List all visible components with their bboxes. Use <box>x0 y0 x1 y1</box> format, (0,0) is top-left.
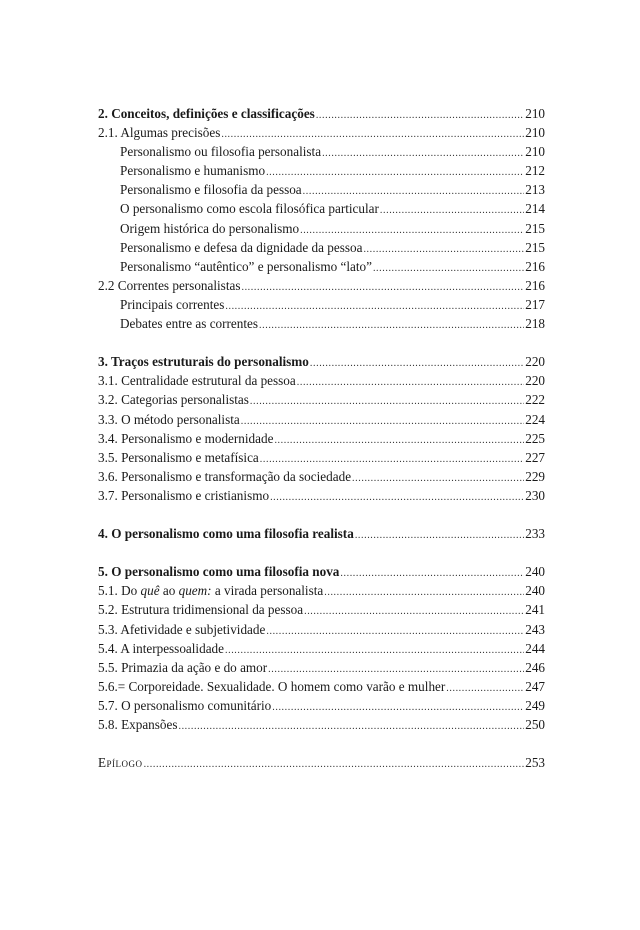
toc-subentry <box>98 142 545 161</box>
toc-entry <box>98 639 545 658</box>
toc-page-number: 222 <box>525 392 545 408</box>
toc-subentry <box>98 219 545 238</box>
toc-page-number: 210 <box>525 106 545 121</box>
toc-page-number: 240 <box>525 583 545 599</box>
toc-subentry <box>98 238 545 257</box>
toc-label: 5.4. A interpessoalidade <box>98 640 224 656</box>
toc-label: Origem histórica do personalismo <box>120 220 300 236</box>
toc-entry-2-1 <box>98 123 545 142</box>
toc-page-number: 229 <box>525 468 545 484</box>
toc-entry <box>98 715 545 734</box>
toc-label: Personalismo ou filosofia personalista <box>120 144 322 160</box>
dot-leader <box>270 488 524 507</box>
dot-leader <box>322 144 524 163</box>
toc-page-number: 224 <box>525 411 545 427</box>
toc-label-italic: quê <box>140 583 160 599</box>
dot-leader <box>259 316 524 335</box>
dot-leader <box>144 755 525 774</box>
dot-leader <box>241 278 524 297</box>
toc-entry <box>98 581 545 600</box>
toc-entry <box>98 371 545 390</box>
toc-label-part: 5.1. Do <box>98 583 141 599</box>
section-gap <box>98 505 545 524</box>
toc-page-number: 220 <box>525 354 545 370</box>
toc-label: 3.7. Personalismo e cristianismo <box>98 487 270 503</box>
toc-label: 2.1. Algumas precisões <box>98 125 221 141</box>
toc-page-number: 230 <box>525 487 545 503</box>
toc-page-number: 216 <box>525 277 545 293</box>
toc-entry <box>98 429 545 448</box>
toc-entry <box>98 658 545 677</box>
toc-entry-2-2 <box>98 276 545 295</box>
toc-entry <box>98 486 545 505</box>
toc-label: 3.6. Personalismo e transformação da sociedade <box>98 468 352 484</box>
toc-page-number: 243 <box>525 621 545 637</box>
toc-label: Epílogo <box>98 755 143 771</box>
toc-entry <box>98 467 545 486</box>
toc-label: O personalismo como escola filosófica particular <box>120 201 379 217</box>
toc-page-number: 214 <box>525 201 545 217</box>
table-of-contents <box>98 104 545 772</box>
dot-leader <box>304 602 524 621</box>
toc-page-number: 210 <box>525 125 545 141</box>
dot-leader <box>373 259 524 278</box>
dot-leader <box>272 698 524 717</box>
toc-label: Debates entre as correntes <box>120 316 259 332</box>
toc-subentry <box>98 295 545 314</box>
dot-leader <box>225 641 524 660</box>
toc-heading-section-4 <box>98 524 545 543</box>
toc-label: 5.6.= Corporeidade. Sexualidade. O homem como varão e mulher <box>98 678 446 694</box>
toc-page-number: 244 <box>525 640 545 656</box>
dot-leader <box>266 622 524 641</box>
toc-label-part: ao <box>159 583 179 599</box>
section-gap <box>98 543 545 562</box>
toc-entry <box>98 677 545 696</box>
toc-label: 3.4. Personalismo e modernidade <box>98 430 274 446</box>
toc-entry <box>98 620 545 639</box>
toc-subentry <box>98 199 545 218</box>
dot-leader <box>178 717 524 736</box>
toc-page-number: 217 <box>525 296 545 312</box>
toc-page-number: 247 <box>525 678 545 694</box>
toc-page-number: 249 <box>525 697 545 713</box>
toc-label: 5.3. Afetividade e subjetividade <box>98 621 266 637</box>
toc-label: 5.8. Expansões <box>98 717 178 732</box>
toc-page-number: 227 <box>525 449 545 465</box>
toc-page-number: 215 <box>525 239 545 255</box>
toc-label: 5. O personalismo como uma filosofia nova <box>98 564 340 580</box>
dot-leader <box>352 469 524 488</box>
toc-page-number: 212 <box>525 163 545 179</box>
toc-label <box>98 581 323 600</box>
toc-heading-section-2 <box>98 104 545 123</box>
dot-leader <box>355 526 524 545</box>
dot-leader <box>250 392 524 411</box>
toc-entry <box>98 448 545 467</box>
toc-label: 3.1. Centralidade estrutural da pessoa <box>98 373 296 389</box>
toc-page-number: 216 <box>525 258 545 274</box>
dot-leader <box>363 240 524 259</box>
dot-leader <box>274 431 524 450</box>
dot-leader <box>316 106 524 125</box>
dot-leader <box>266 163 524 182</box>
toc-label: 3.2. Categorias personalistas <box>98 392 249 408</box>
dot-leader <box>380 201 524 220</box>
toc-label: 5.2. Estrutura tridimensional da pessoa <box>98 602 304 618</box>
toc-label: Principais correntes <box>120 296 225 312</box>
toc-page-number: 250 <box>525 717 545 732</box>
toc-subentry <box>98 257 545 276</box>
toc-label: 3.5. Personalismo e metafísica <box>98 449 259 465</box>
section-gap <box>98 333 545 352</box>
toc-page-number: 215 <box>525 220 545 236</box>
toc-page-number: 220 <box>525 373 545 389</box>
toc-page-number: 253 <box>525 755 545 771</box>
toc-label-part: a virada personalista <box>211 583 324 599</box>
toc-page-number: 246 <box>525 659 545 675</box>
toc-subentry <box>98 180 545 199</box>
dot-leader <box>310 354 524 373</box>
toc-page-number: 241 <box>525 602 545 618</box>
toc-label: 5.5. Primazia da ação e do amor <box>98 659 268 675</box>
section-gap <box>98 734 545 753</box>
toc-page-number: 240 <box>525 564 545 580</box>
toc-label-italic: quem: <box>178 583 212 599</box>
toc-epilogo <box>98 753 545 772</box>
dot-leader <box>241 412 524 431</box>
toc-label: 4. O personalismo como uma filosofia realista <box>98 526 354 542</box>
dot-leader <box>446 679 524 698</box>
toc-label: 5.7. O personalismo comunitário <box>98 697 272 713</box>
toc-subentry <box>98 314 545 333</box>
toc-entry <box>98 600 545 619</box>
toc-page-number: 210 <box>525 144 545 160</box>
toc-subentry <box>98 161 545 180</box>
toc-heading-section-3 <box>98 352 545 371</box>
toc-entry <box>98 696 545 715</box>
toc-entry <box>98 410 545 429</box>
toc-label: Personalismo e defesa da dignidade da pessoa <box>120 239 363 255</box>
toc-label: 3. Traços estruturais do personalismo <box>98 354 309 370</box>
toc-page-number: 225 <box>525 430 545 446</box>
toc-label: 3.3. O método personalista <box>98 411 240 427</box>
dot-leader <box>324 583 524 602</box>
toc-label: 2.2 Correntes personalistas <box>98 277 241 293</box>
toc-label: Personalismo e humanismo <box>120 163 266 179</box>
dot-leader <box>340 564 524 583</box>
toc-page-number: 233 <box>525 526 545 542</box>
dot-leader <box>225 297 524 316</box>
dot-leader <box>297 373 524 392</box>
toc-page-number: 218 <box>525 316 545 332</box>
toc-heading-section-5 <box>98 562 545 581</box>
toc-label: Personalismo “autêntico” e personalismo “lato” <box>120 258 372 274</box>
toc-label: 2. Conceitos, definições e classificações <box>98 106 315 121</box>
toc-label: Personalismo e filosofia da pessoa <box>120 182 302 198</box>
toc-page-number: 213 <box>525 182 545 198</box>
toc-entry <box>98 390 545 409</box>
